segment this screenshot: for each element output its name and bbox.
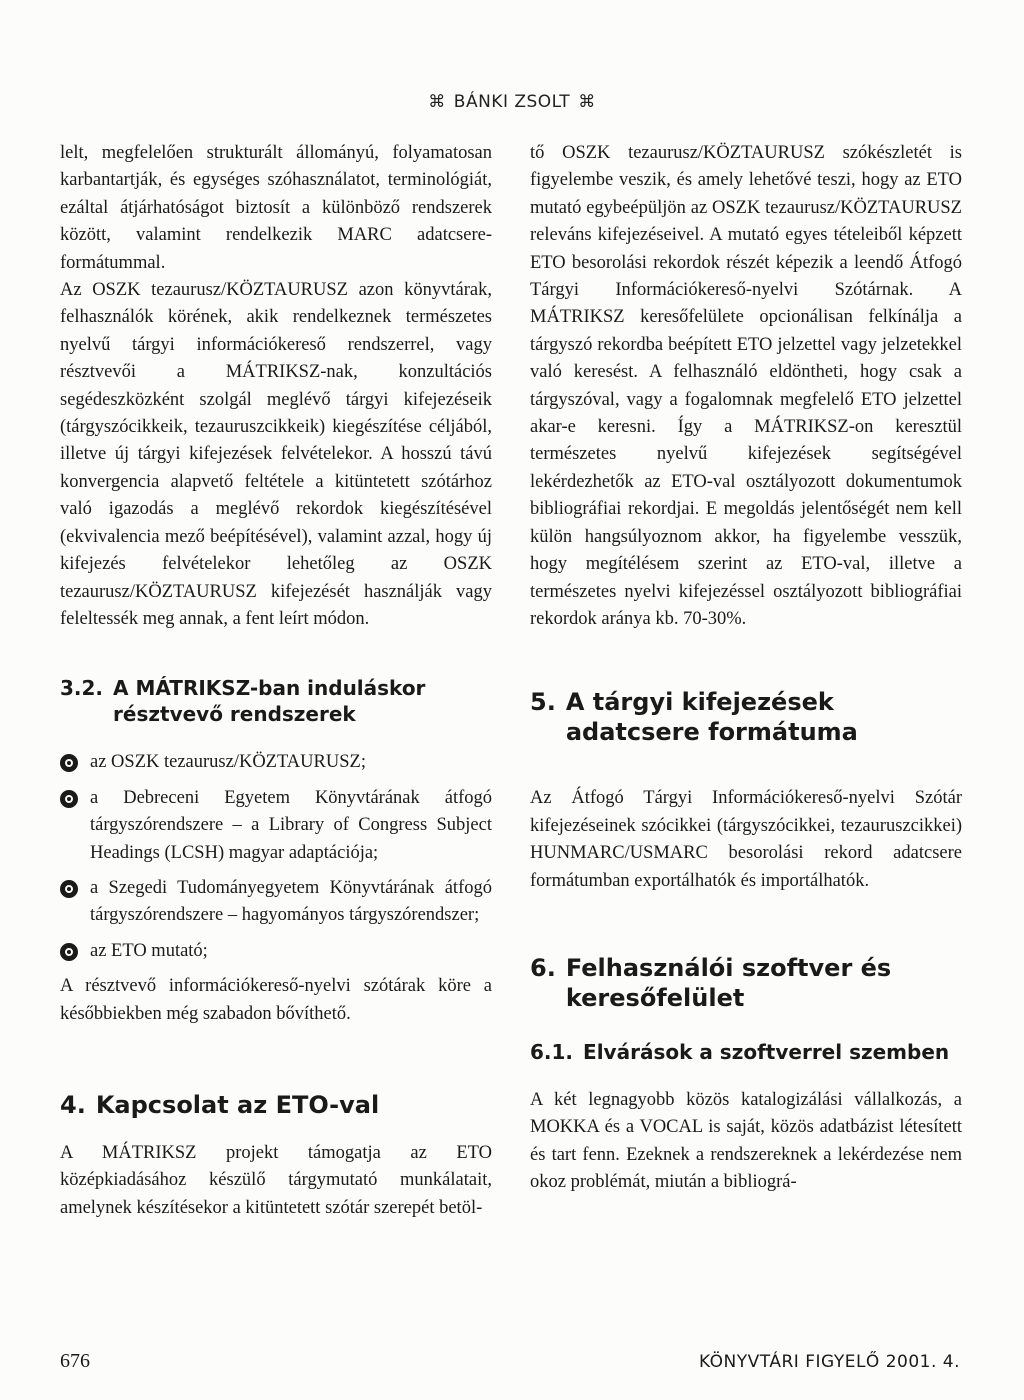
list-item: a Szegedi Tudományegyetem Könyvtárának átfogó tárgyszórendszere – hagyományos tárgyszórendszer;: [60, 875, 492, 930]
left-column: [60, 140, 492, 1222]
page-footer: [60, 1350, 960, 1373]
bullet-icon: [60, 943, 78, 961]
paragraph: Az OSZK tezaurusz/KÖZTAURUSZ azon könyvtárak, felhasználók körének, akik rendelkeznek természetes nyelvű tárgyi információkereső rendszerrel, vagy résztvevői a MÁTRIKSZ-nak, konzultációs segédeszközként szolgál meglévő tárgyi kifejezéseik (tárgyszócikkeik, tezauruszcikkeik) kiegészítése céljából, illetve új tárgyi kifejezések felvételekor. A hosszú távú konvergencia alapvető feltétele a kitüntetett szótárhoz való igazodás a meglévő rekordok kiegészítésével (ekvivalencia mező beépítésével), valamint azzal, hogy új kifejezés felvételekor lehetőleg az OSZK tezaurusz/KÖZTAURUSZ kifejezését használják vagy feleltessék meg annak, a fent leírt módon.: [60, 280, 492, 629]
paragraph: Az Átfogó Tárgyi Információkereső-nyelvi Szótár kifejezéseinek szócikkei (tárgyszócikkei, tezauruszcikkei) HUNMARC/USMARC besorolási rekord adatcsere formátumban exportálhatók és importálhatók.: [530, 788, 962, 891]
right-column: [530, 140, 962, 1197]
paragraph: A résztvevő információkereső-nyelvi szótárak köre a későbbiekben még szabadon bővíthető.: [60, 976, 492, 1024]
participant-list: [60, 749, 492, 965]
paragraph: A MÁTRIKSZ projekt támogatja az ETO középkiadásához készülő tárgymutató munkálatait, amelynek készítésekor a kitüntetett szótár szerepét betöl-: [60, 1142, 492, 1218]
paragraph: lelt, megfelelően strukturált állományú, folyamatosan karbantartják, és egységes szóhasználatot, terminológiát, ezáltal átjárhatóságot biztosít a különböző rendszerek között, valamint rendelkezik MARC adatcsere-formátummal.: [60, 143, 492, 273]
page-number: 676: [60, 1350, 90, 1372]
list-item: az OSZK tezaurusz/KÖZTAURUSZ;: [60, 749, 492, 776]
list-item: a Debreceni Egyetem Könyvtárának átfogó tárgyszórendszere – a Library of Congress Subject Headings (LCSH) magyar adaptációja;: [60, 785, 492, 867]
ornament-icon: ⌘: [578, 92, 596, 112]
bullet-icon: [60, 790, 78, 808]
section-4-heading: 4. Kapcsolat az ETO-val: [60, 1090, 380, 1119]
list-item: az ETO mutató;: [60, 938, 492, 965]
section-5-heading: 5. A tárgyi kifejezések adatcsere formátuma: [530, 688, 858, 747]
section-6-heading: 6. Felhasználói szoftver és keresőfelület: [530, 953, 892, 1012]
bullet-icon: [60, 880, 78, 898]
section-3-2-heading: 3.2. A MÁTRIKSZ-ban induláskor résztvevő rendszerek: [60, 676, 426, 727]
running-header: [0, 92, 1024, 112]
paragraph: tő OSZK tezaurusz/KÖZTAURUSZ szókészletét is figyelembe veszik, és amely lehetővé teszi, hogy az ETO mutató egybeépüljön az OSZK tezaurusz/KÖZTAURUSZ releváns kifejezéseivel. A mutató egyes tételeiből képzett ETO besorolási rekordok részét képezik a leendő Átfogó Tárgyi Információkereső-nyelvi Szótárnak. A MÁTRIKSZ keresőfelülete opcionálisan felkínálja a tárgyszó rekordba beépített ETO jelzettel vagy jelzetekkel való keresést. A felhasználó eldöntheti, hogy csak a tárgyszóval, vagy a fogalomnak megfelelő ETO jelzettel akar-e keresni. Így a MÁTRIKSZ-on keresztül természetes nyelvű kifejezések segítségével lekérdezhetők az ETO-val osztályozott dokumentumok bibliográfiai rekordjai. E megoldás jelentőségét nem kell külön hangsúlyoznom akkor, ha figyelembe vesszük, hogy megítélésem szerint az ETO-val, illetve a természetes nyelvi kifejezéssel osztályozott bibliográfiai rekordok aránya kb. 70-30%.: [530, 143, 962, 629]
ornament-icon: ⌘: [428, 92, 446, 112]
bullet-icon: [60, 754, 78, 772]
journal-name: KÖNYVTÁRI FIGYELŐ 2001. 4.: [698, 1352, 960, 1372]
author-name: BÁNKI ZSOLT: [453, 92, 571, 112]
section-6-1-heading: 6.1. Elvárások a szoftverrel szemben: [530, 1039, 950, 1064]
paragraph: A két legnagyobb közös katalogizálási vállalkozás, a MOKKA és a VOCAL is saját, közös adatbázist létesített és tart fenn. Ezeknek a rendszereknek a lekérdezése nem okoz problémát, miután a bibliográ-: [530, 1089, 962, 1193]
